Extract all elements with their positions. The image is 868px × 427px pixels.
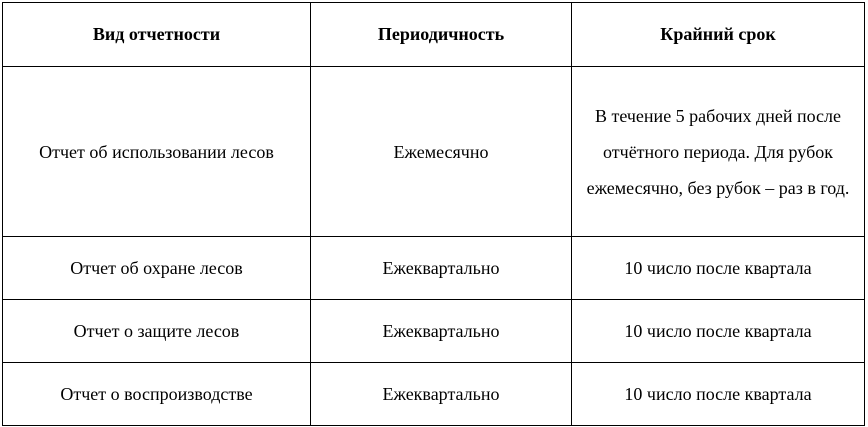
reporting-table [2,2,865,426]
cell-report-type: Отчет об охране лесов [3,237,311,300]
cell-deadline: В течение 5 рабочих дней после отчётного периода. Для рубок ежемесячно, без рубок – раз в год. [572,67,865,237]
cell-report-type: Отчет об использовании лесов [3,67,311,237]
cell-deadline: 10 число после квартала [572,300,865,363]
cell-periodicity: Ежемесячно [311,67,572,237]
table-row [3,67,865,237]
cell-periodicity: Ежеквартально [311,363,572,426]
cell-periodicity: Ежеквартально [311,237,572,300]
table-row [3,237,865,300]
header-report-type: Вид отчетности [3,3,311,67]
header-periodicity: Периодичность [311,3,572,67]
header-deadline: Крайний срок [572,3,865,67]
cell-periodicity: Ежеквартально [311,300,572,363]
table-row [3,363,865,426]
cell-deadline: 10 число после квартала [572,363,865,426]
table-header-row [3,3,865,67]
cell-report-type: Отчет о защите лесов [3,300,311,363]
cell-report-type: Отчет о воспроизводстве [3,363,311,426]
table-row [3,300,865,363]
cell-deadline: 10 число после квартала [572,237,865,300]
